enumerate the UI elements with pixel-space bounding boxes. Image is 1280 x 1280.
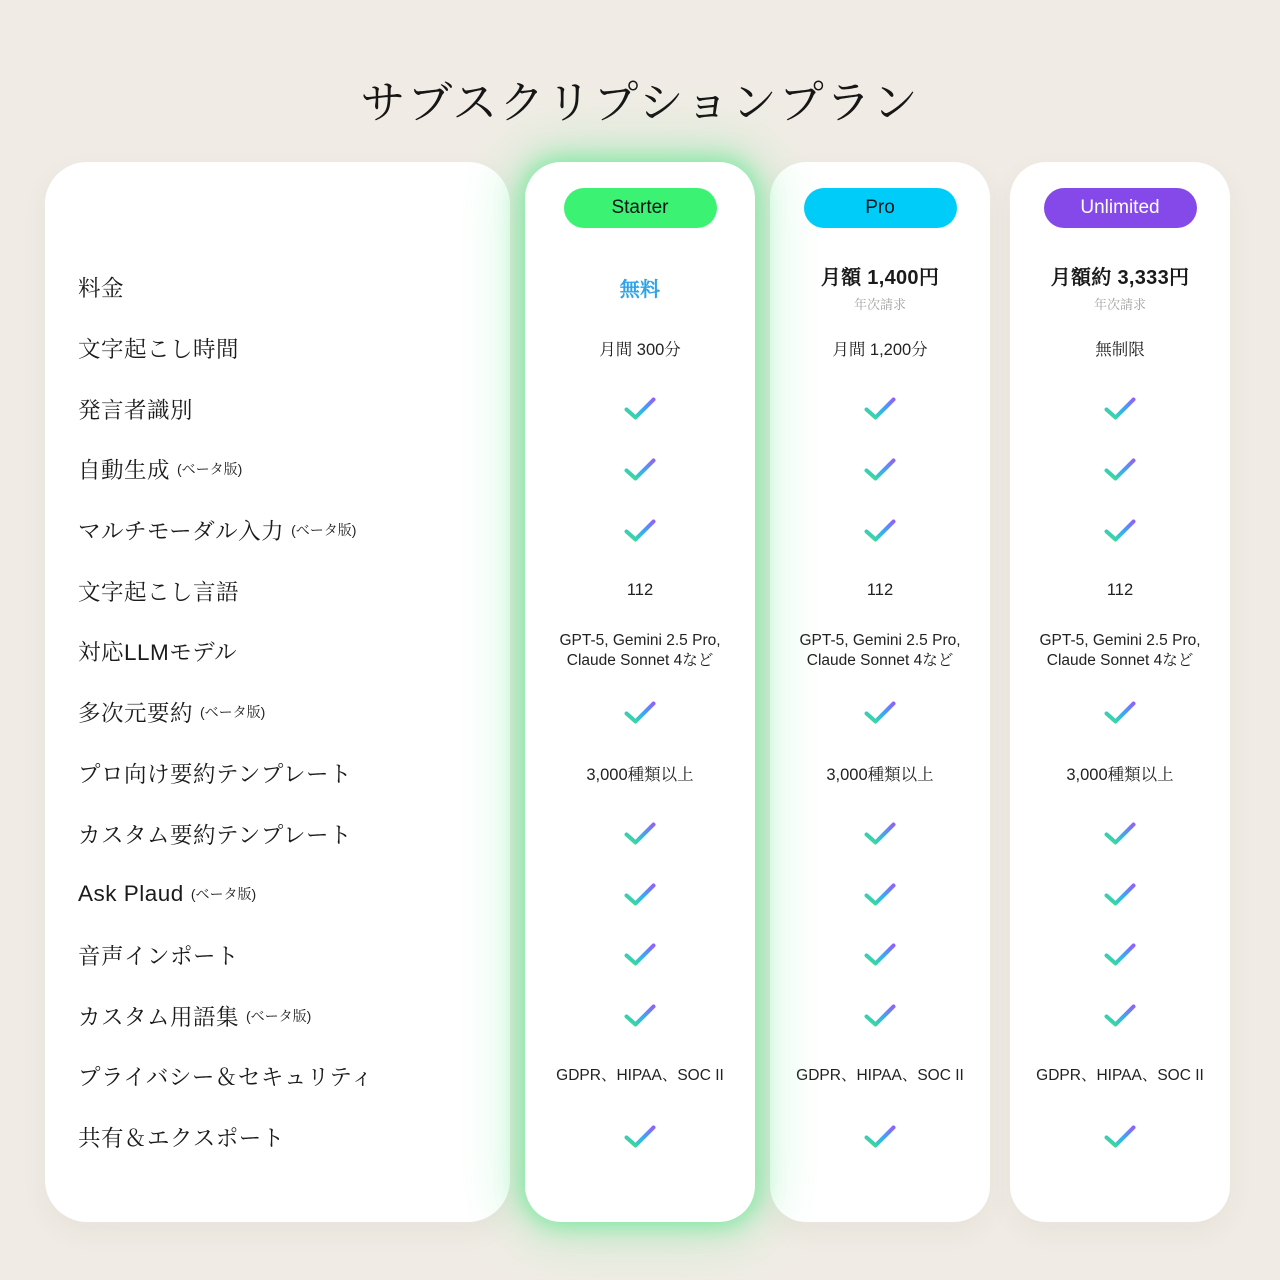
plan-cell [1010, 682, 1230, 743]
plan-cell [525, 1107, 755, 1168]
plan-values-unlimited [1010, 257, 1230, 1167]
cell-value: GDPR、HIPAA、SOC II [556, 1066, 724, 1084]
check-icon [623, 942, 657, 967]
cell-value: GDPR、HIPAA、SOC II [1036, 1066, 1204, 1084]
plan-cell [1010, 803, 1230, 864]
plan-cell [770, 560, 990, 621]
feature-row [45, 985, 510, 1046]
feature-label: 発言者識別 [78, 397, 194, 423]
plan-cell [525, 318, 755, 379]
cell-value: 3,000種類以上 [1066, 765, 1174, 784]
plan-cell [525, 682, 755, 743]
cell-value: 3,000種類以上 [826, 765, 934, 784]
features-header-spacer [45, 162, 510, 257]
check-icon [623, 1124, 657, 1149]
plan-cell [1010, 1046, 1230, 1107]
cell-value: 月間 1,200分 [832, 341, 928, 360]
feature-label: 音声インポート [78, 943, 240, 969]
plan-cell [1010, 257, 1230, 318]
plan-cell [1010, 621, 1230, 682]
plan-cell [770, 1107, 990, 1168]
plan-card-starter [525, 162, 755, 1222]
plan-cell [1010, 439, 1230, 500]
check-icon [623, 396, 657, 421]
price-value: 月額約 3,333円 [1050, 267, 1190, 290]
feature-row [45, 257, 510, 318]
feature-label: 文字起こし言語 [78, 579, 240, 605]
plan-cell [770, 1046, 990, 1107]
plan-cell [1010, 743, 1230, 804]
plan-card-pro [770, 162, 990, 1222]
cell-value: 無制限 [1095, 341, 1145, 360]
feature-row [45, 621, 510, 682]
check-icon [1103, 396, 1137, 421]
check-icon [1103, 942, 1137, 967]
plan-cell [1010, 925, 1230, 986]
check-icon [863, 882, 897, 907]
feature-beta-note: (ベータ版) [291, 522, 357, 539]
check-icon [1103, 882, 1137, 907]
check-icon [1103, 700, 1137, 725]
check-icon [623, 882, 657, 907]
plan-cell [525, 985, 755, 1046]
plan-badge-unlimited: Unlimited [1044, 188, 1197, 228]
feature-label: 共有＆エクスポート [78, 1125, 285, 1151]
feature-label: カスタム用語集 [78, 1004, 240, 1030]
plan-cell [525, 439, 755, 500]
plan-cell [525, 864, 755, 925]
check-icon [1103, 518, 1137, 543]
feature-row [45, 1046, 510, 1107]
cell-value: 112 [866, 581, 894, 600]
plan-cell [770, 682, 990, 743]
feature-label: マルチモーダル入力 [78, 519, 285, 545]
cell-value: GPT-5, Gemini 2.5 Pro, Claude Sonnet 4など [799, 631, 961, 670]
plan-badge-starter: Starter [564, 188, 717, 228]
feature-row [45, 318, 510, 379]
check-icon [863, 821, 897, 846]
check-icon [1103, 1124, 1137, 1149]
plan-cell [770, 378, 990, 439]
feature-row [45, 378, 510, 439]
feature-row [45, 743, 510, 804]
plan-cell [1010, 500, 1230, 561]
check-icon [863, 457, 897, 482]
check-icon [863, 700, 897, 725]
plan-cell [770, 803, 990, 864]
plan-card-unlimited [1010, 162, 1230, 1222]
plan-cell [1010, 318, 1230, 379]
billing-note: 年次請求 [1093, 297, 1146, 313]
feature-row [45, 439, 510, 500]
feature-row [45, 682, 510, 743]
feature-label: カスタム要約テンプレート [78, 822, 352, 848]
feature-row [45, 925, 510, 986]
features-column-card [45, 162, 510, 1222]
check-icon [1103, 1003, 1137, 1028]
feature-row [45, 864, 510, 925]
plan-cell [525, 743, 755, 804]
feature-label: 文字起こし時間 [78, 337, 240, 363]
plan-cell [1010, 985, 1230, 1046]
plan-cell [770, 985, 990, 1046]
feature-beta-note: (ベータ版) [200, 704, 266, 721]
feature-label: Ask Plaud [78, 881, 184, 907]
check-icon [863, 518, 897, 543]
check-icon [863, 942, 897, 967]
cell-value: 112 [626, 581, 654, 600]
check-icon [623, 1003, 657, 1028]
billing-note: 年次請求 [853, 297, 906, 313]
cell-value: 112 [1106, 581, 1134, 600]
plan-cell [1010, 1107, 1230, 1168]
check-icon [623, 457, 657, 482]
plan-cell [525, 560, 755, 621]
check-icon [1103, 457, 1137, 482]
plan-cell [525, 621, 755, 682]
plan-cell [770, 743, 990, 804]
check-icon [1103, 821, 1137, 846]
plan-values-pro [770, 257, 990, 1167]
plan-cell [770, 439, 990, 500]
cell-value: 月間 300分 [599, 341, 681, 360]
feature-label: 自動生成 [78, 458, 171, 484]
cell-value: GDPR、HIPAA、SOC II [796, 1066, 964, 1084]
feature-label: 多次元要約 [78, 701, 194, 727]
plan-cell [1010, 864, 1230, 925]
check-icon [863, 396, 897, 421]
plan-cell [770, 500, 990, 561]
plan-cell [1010, 378, 1230, 439]
feature-rows [45, 257, 510, 1167]
plan-cell [770, 257, 990, 318]
check-icon [623, 518, 657, 543]
plan-cell [770, 864, 990, 925]
plan-cell [525, 803, 755, 864]
plan-cell [525, 1046, 755, 1107]
cell-value: GPT-5, Gemini 2.5 Pro, Claude Sonnet 4など [1039, 631, 1201, 670]
feature-row [45, 560, 510, 621]
cell-value: GPT-5, Gemini 2.5 Pro, Claude Sonnet 4など [559, 631, 721, 670]
feature-row [45, 1107, 510, 1168]
plan-cell [525, 378, 755, 439]
check-icon [623, 700, 657, 725]
feature-label: 対応LLMモデル [78, 640, 238, 666]
check-icon [623, 821, 657, 846]
feature-beta-note: (ベータ版) [246, 1007, 312, 1024]
plan-cell [770, 318, 990, 379]
feature-row [45, 500, 510, 561]
plan-badge-pro: Pro [804, 188, 957, 228]
feature-beta-note: (ベータ版) [177, 461, 243, 478]
feature-label: プロ向け要約テンプレート [78, 761, 352, 787]
plan-cell [525, 925, 755, 986]
feature-label: プライバシー＆セキュリティ [78, 1065, 374, 1091]
plan-cell [770, 621, 990, 682]
plan-cell [1010, 560, 1230, 621]
price-value: 月額 1,400円 [820, 267, 940, 290]
price-value: 無料 [619, 278, 661, 301]
plan-cell [770, 925, 990, 986]
check-icon [863, 1124, 897, 1149]
feature-row [45, 803, 510, 864]
feature-beta-note: (ベータ版) [190, 886, 257, 903]
check-icon [863, 1003, 897, 1028]
cell-value: 3,000種類以上 [586, 765, 694, 784]
plan-cell [525, 500, 755, 561]
plan-cell [525, 257, 755, 318]
page-title: サブスクリプションプラン [360, 77, 920, 128]
plan-values-starter [525, 257, 755, 1167]
feature-label: 料金 [78, 276, 125, 302]
